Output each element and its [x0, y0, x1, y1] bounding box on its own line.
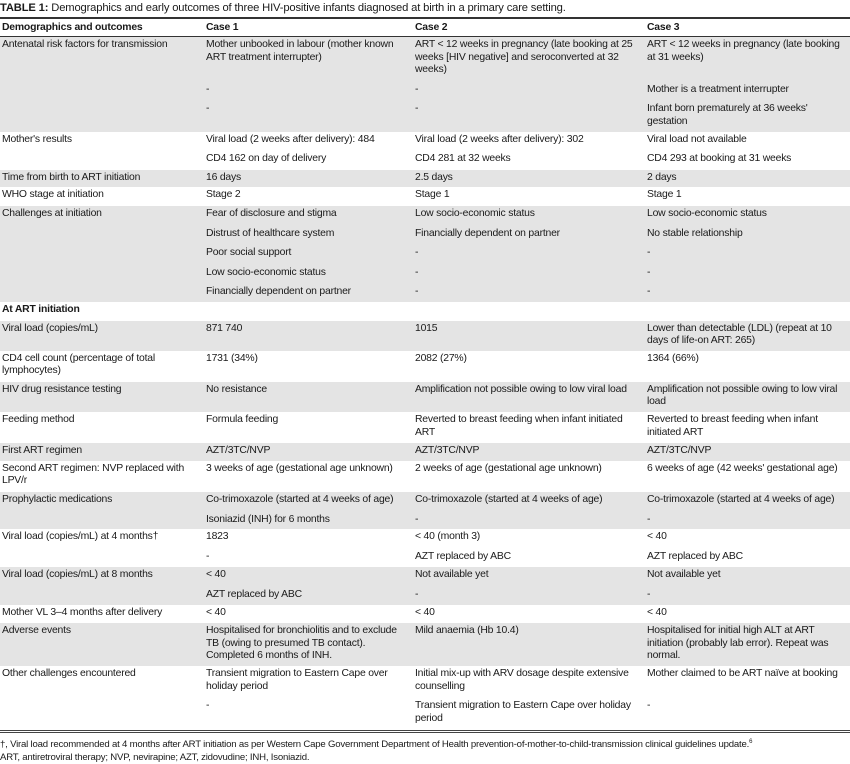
- row-group: [0, 37, 850, 132]
- case-1-cell: < 40: [204, 567, 413, 586]
- case-2-cell: -: [413, 81, 645, 101]
- case-2-cell: Low socio-economic status: [413, 205, 645, 224]
- case-1-cell: -: [204, 100, 413, 131]
- case-1-cell: Co-trimoxazole (started at 4 weeks of age): [204, 492, 413, 511]
- row-label: WHO stage at initiation: [0, 187, 204, 205]
- row-group: [0, 205, 850, 301]
- case-1-cell: Hospitalised for bronchiolitis and to exclude TB (owing to presumed TB contact). Completed 6 months of INH.: [204, 623, 413, 666]
- row-group: [0, 302, 850, 320]
- case-2-cell: ART < 12 weeks in pregnancy (late booking at 25 weeks [HIV negative] and seroconverted at 32 weeks): [413, 37, 645, 81]
- row-label: Mother's results: [0, 132, 204, 170]
- case-1-cell: Viral load (2 weeks after delivery): 484: [204, 132, 413, 151]
- case-1-cell: AZT replaced by ABC: [204, 586, 413, 605]
- case-2-cell: Financially dependent on partner: [413, 225, 645, 245]
- row-label: HIV drug resistance testing: [0, 381, 204, 412]
- case-2-cell: 2 weeks of age (gestational age unknown): [413, 461, 645, 492]
- table-footnotes: [0, 730, 850, 763]
- case-3-cell: CD4 293 at booking at 31 weeks: [645, 150, 850, 169]
- case-3-cell: < 40: [645, 529, 850, 548]
- case-3-cell: Not available yet: [645, 567, 850, 586]
- table-row: [0, 623, 850, 666]
- case-3-cell: -: [645, 511, 850, 530]
- case-3-cell: < 40: [645, 605, 850, 623]
- case-3-cell: Reverted to breast feeding when infant initiated ART: [645, 412, 850, 443]
- table-row: [0, 205, 850, 224]
- case-3-cell: No stable relationship: [645, 225, 850, 245]
- case-1-cell: AZT/3TC/NVP: [204, 443, 413, 461]
- case-1-cell: 16 days: [204, 169, 413, 187]
- row-label: Viral load (copies/mL) at 8 months: [0, 567, 204, 605]
- row-label: Prophylactic medications: [0, 492, 204, 530]
- case-2-cell: Not available yet: [413, 567, 645, 586]
- table-row: [0, 351, 850, 382]
- footnote-text: †, Viral load recommended at 4 months after ART initiation as per Western Cape Government Department of Health prevention-of-mother-to-child-transmission clinical guidelines update.: [0, 739, 750, 751]
- case-3-cell: -: [645, 283, 850, 302]
- case-2-cell: 1015: [413, 320, 645, 351]
- table-row: [0, 187, 850, 205]
- case-1-cell: No resistance: [204, 381, 413, 412]
- case-2-cell: 2082 (27%): [413, 351, 645, 382]
- table-row: [0, 492, 850, 511]
- case-2-cell: Transient migration to Eastern Cape over holiday period: [413, 697, 645, 728]
- table-row: [0, 320, 850, 351]
- case-1-cell: -: [204, 548, 413, 567]
- row-group: [0, 351, 850, 382]
- case-1-cell: < 40: [204, 605, 413, 623]
- table-row: [0, 302, 850, 320]
- case-1-cell: Formula feeding: [204, 412, 413, 443]
- table-row: [0, 605, 850, 623]
- row-label: Adverse events: [0, 623, 204, 666]
- header-case-3: Case 3: [647, 22, 680, 33]
- case-2-cell: AZT/3TC/NVP: [413, 443, 645, 461]
- row-group: [0, 132, 850, 170]
- case-1-cell: Poor social support: [204, 244, 413, 264]
- case-3-cell: AZT replaced by ABC: [645, 548, 850, 567]
- case-1-cell: Distrust of healthcare system: [204, 225, 413, 245]
- case-2-cell: -: [413, 100, 645, 131]
- caption-label: TABLE 1:: [0, 2, 49, 14]
- case-1-cell: Transient migration to Eastern Cape over holiday period: [204, 666, 413, 697]
- row-group: [0, 461, 850, 492]
- row-label: Challenges at initiation: [0, 205, 204, 301]
- case-2-cell: Amplification not possible owing to low viral load: [413, 381, 645, 412]
- case-2-cell: -: [413, 283, 645, 302]
- outcomes-table: [0, 17, 850, 728]
- row-label: Time from birth to ART initiation: [0, 169, 204, 187]
- case-2-cell: Mild anaemia (Hb 10.4): [413, 623, 645, 666]
- row-group: [0, 605, 850, 623]
- case-3-cell: Mother claimed to be ART naïve at booking: [645, 666, 850, 697]
- footnote-dagger: [0, 736, 850, 751]
- case-1-cell: 871 740: [204, 320, 413, 351]
- case-1-cell: CD4 162 on day of delivery: [204, 150, 413, 169]
- case-1-cell: -: [204, 81, 413, 101]
- footnote-abbreviations: ART, antiretroviral therapy; NVP, nevirapine; AZT, zidovudine; INH, Isoniazid.: [0, 751, 310, 763]
- table-row: [0, 443, 850, 461]
- case-3-cell: Lower than detectable (LDL) (repeat at 10 days of life-on ART: 265): [645, 320, 850, 351]
- table-caption: [0, 0, 850, 17]
- row-group: [0, 666, 850, 728]
- header-demographics: Demographics and outcomes: [2, 22, 143, 33]
- table-row: [0, 37, 850, 81]
- case-2-cell: Viral load (2 weeks after delivery): 302: [413, 132, 645, 151]
- row-group: [0, 492, 850, 530]
- case-1-cell: Financially dependent on partner: [204, 283, 413, 302]
- case-1-cell: Low socio-economic status: [204, 264, 413, 284]
- case-3-cell: Infant born prematurely at 36 weeks' gestation: [645, 100, 850, 131]
- case-3-cell: 6 weeks of age (42 weeks' gestational age): [645, 461, 850, 492]
- row-group: [0, 187, 850, 205]
- case-2-cell: Co-trimoxazole (started at 4 weeks of age): [413, 492, 645, 511]
- caption-text: Demographics and early outcomes of three HIV-positive infants diagnosed at birth in a primary care setting.: [51, 2, 566, 14]
- header-row: [0, 18, 850, 37]
- header-case-1: Case 1: [206, 22, 239, 33]
- case-3-cell: Hospitalised for initial high ALT at ART initiation (probably lab error). Repeat was normal.: [645, 623, 850, 666]
- footnote-reference: 6: [749, 739, 753, 746]
- case-2-cell: AZT replaced by ABC: [413, 548, 645, 567]
- case-3-cell: Stage 1: [645, 187, 850, 205]
- case-1-cell: Fear of disclosure and stigma: [204, 205, 413, 224]
- case-2-cell: < 40 (month 3): [413, 529, 645, 548]
- row-group: [0, 623, 850, 666]
- case-3-cell: 1364 (66%): [645, 351, 850, 382]
- case-2-cell: Reverted to breast feeding when infant initiated ART: [413, 412, 645, 443]
- case-1-cell: Mother unbooked in labour (mother known ART treatment interrupter): [204, 37, 413, 81]
- case-1-cell: 1731 (34%): [204, 351, 413, 382]
- case-2-cell: < 40: [413, 605, 645, 623]
- case-2-cell: -: [413, 264, 645, 284]
- header-case-2: Case 2: [415, 22, 448, 33]
- row-group: [0, 412, 850, 443]
- row-label: Other challenges encountered: [0, 666, 204, 728]
- row-label: Mother VL 3–4 months after delivery: [0, 605, 204, 623]
- row-label: CD4 cell count (percentage of total lymphocytes): [0, 351, 204, 382]
- table-row: [0, 412, 850, 443]
- case-2-cell: Stage 1: [413, 187, 645, 205]
- case-1-cell: 3 weeks of age (gestational age unknown): [204, 461, 413, 492]
- case-3-cell: AZT/3TC/NVP: [645, 443, 850, 461]
- row-group: [0, 443, 850, 461]
- table-row: [0, 169, 850, 187]
- row-label: First ART regimen: [0, 443, 204, 461]
- case-3-cell: -: [645, 586, 850, 605]
- table-row: [0, 567, 850, 586]
- case-1-cell: Isoniazid (INH) for 6 months: [204, 511, 413, 530]
- case-2-cell: 2.5 days: [413, 169, 645, 187]
- row-label: Antenatal risk factors for transmission: [0, 37, 204, 132]
- row-group: [0, 381, 850, 412]
- case-3-cell: 2 days: [645, 169, 850, 187]
- case-2-cell: -: [413, 511, 645, 530]
- case-1-cell: Stage 2: [204, 187, 413, 205]
- case-3-cell: Mother is a treatment interrupter: [645, 81, 850, 101]
- case-3-cell: -: [645, 244, 850, 264]
- case-3-cell: Co-trimoxazole (started at 4 weeks of age): [645, 492, 850, 511]
- case-2-cell: -: [413, 586, 645, 605]
- case-3-cell: Low socio-economic status: [645, 205, 850, 224]
- row-group: [0, 320, 850, 351]
- case-3-cell: Viral load not available: [645, 132, 850, 151]
- case-2-cell: Initial mix-up with ARV dosage despite extensive counselling: [413, 666, 645, 697]
- case-1-cell: 1823: [204, 529, 413, 548]
- row-label: Viral load (copies/mL) at 4 months†: [0, 529, 204, 567]
- case-1-cell: -: [204, 697, 413, 728]
- row-label: Feeding method: [0, 412, 204, 443]
- table-row: [0, 666, 850, 697]
- table-row: [0, 529, 850, 548]
- table-row: [0, 461, 850, 492]
- case-2-cell: CD4 281 at 32 weeks: [413, 150, 645, 169]
- case-2-cell: -: [413, 244, 645, 264]
- row-group: [0, 567, 850, 605]
- row-label: Viral load (copies/mL): [0, 320, 204, 351]
- case-3-cell: -: [645, 697, 850, 728]
- case-3-cell: -: [645, 264, 850, 284]
- section-heading: At ART initiation: [0, 302, 850, 320]
- row-group: [0, 529, 850, 567]
- row-label: Second ART regimen: NVP replaced with LPV/r: [0, 461, 204, 492]
- row-group: [0, 169, 850, 187]
- table-row: [0, 381, 850, 412]
- case-3-cell: ART < 12 weeks in pregnancy (late booking at 31 weeks): [645, 37, 850, 81]
- case-3-cell: Amplification not possible owing to low viral load: [645, 381, 850, 412]
- table-row: [0, 132, 850, 151]
